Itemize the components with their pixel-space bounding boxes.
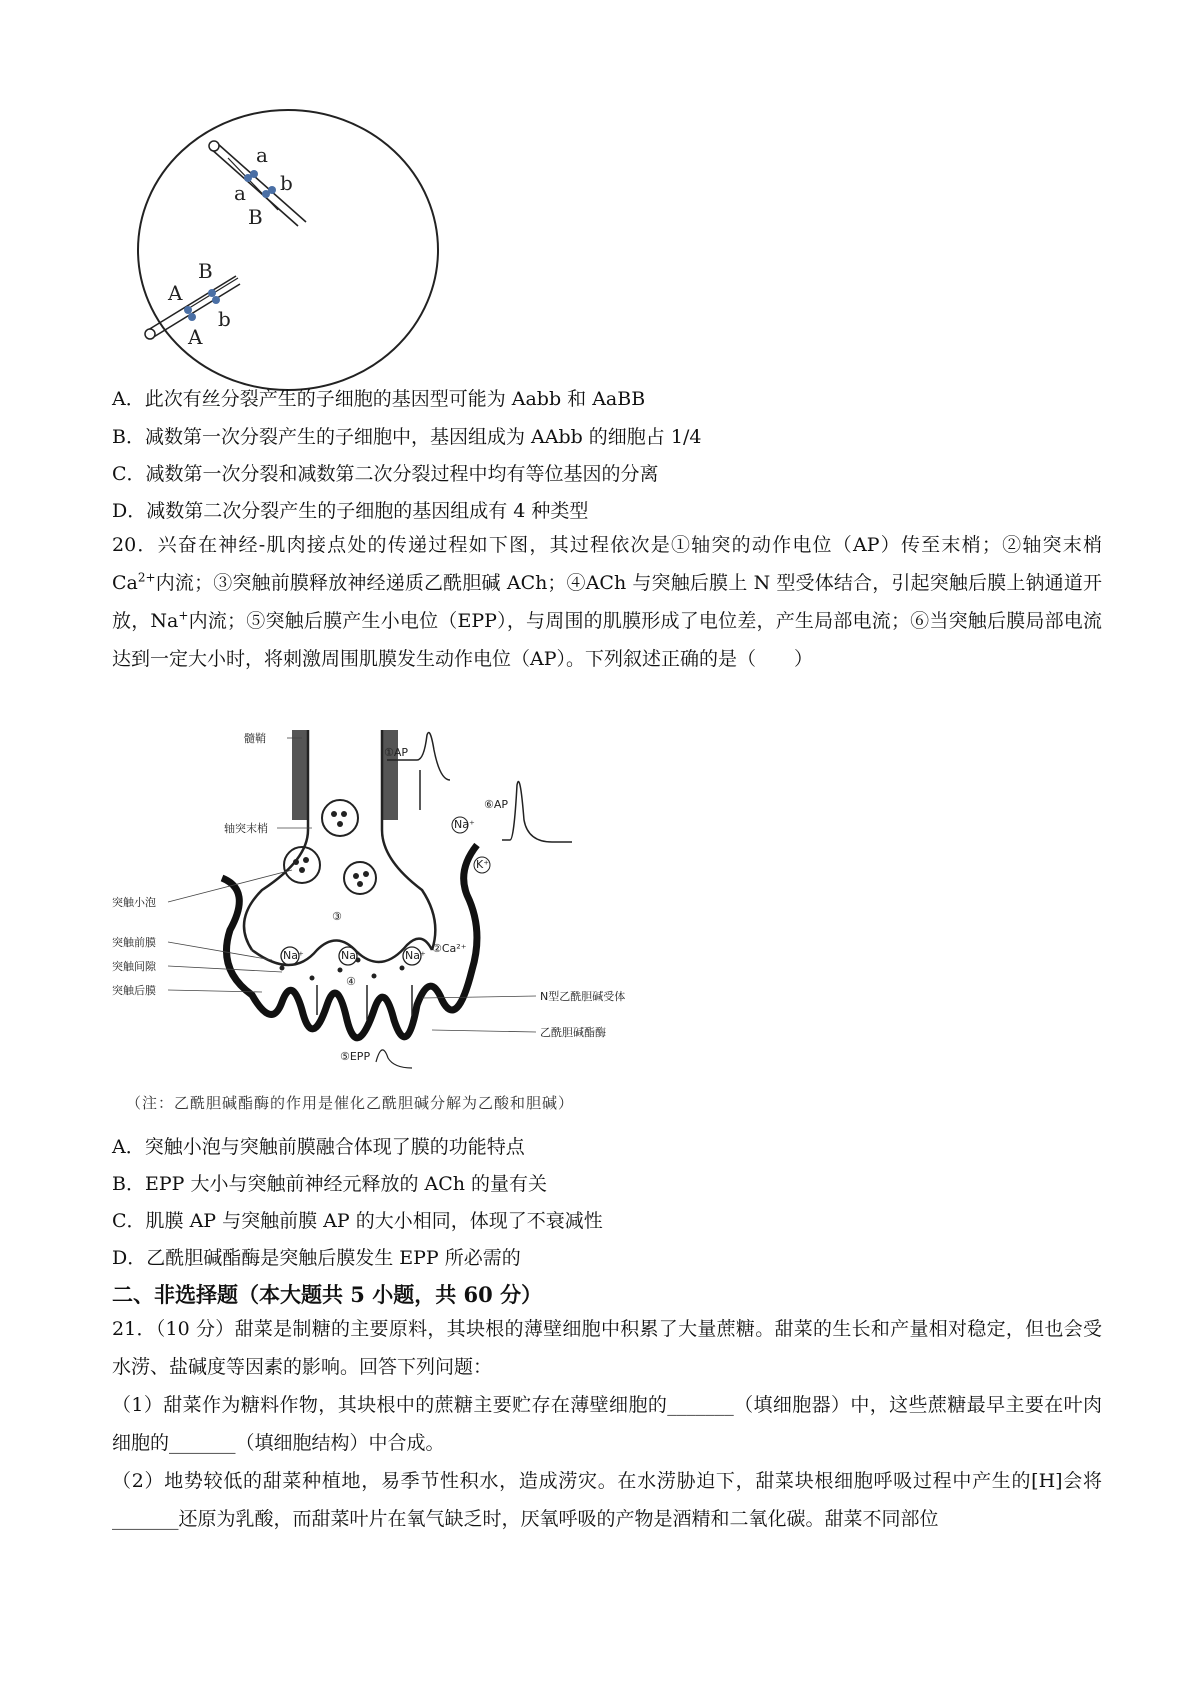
step3-label: ③ [332,910,342,923]
q19-option-d: D．减数第二次分裂产生的子细胞的基因组成有 4 种类型 [112,500,589,522]
q19-option-a: A．此次有丝分裂产生的子细胞的基因型可能为 Aabb 和 AaBB [112,388,646,410]
receptor-label: N型乙酰胆碱受体 [540,990,626,1003]
q20-option-b: B．EPP 大小与突触前神经元释放的 ACh 的量有关 [112,1173,548,1195]
axon-terminal-label: 轴突末梢 [224,822,268,835]
ap6-label: ⑥AP [484,798,509,811]
na-label: Na⁺ [283,949,304,962]
q21-sub1: （1）甜菜作为糖料作物，其块根中的蔗糖主要贮存在薄壁细胞的_______（填细胞器）中，这些蔗糖最早主要在叶肉细胞的_______（填细胞结构）中合成。 [112,1394,1102,1454]
q19-option-b: B．减数第一次分裂产生的子细胞中，基因组成为 AAbb 的细胞占 1/4 [112,426,702,448]
ca-label: ②Ca²⁺ [432,942,467,955]
gene-label: a [234,181,246,205]
myelin-label: 髓鞘 [244,732,266,745]
q20-option-d: D．乙酰胆碱酯酶是突触后膜发生 EPP 所必需的 [112,1247,521,1269]
q21-intro: 21．（10 分）甜菜是制糖的主要原料，其块根的薄壁细胞中积累了大量蔗糖。甜菜的生长和产量相对稳定，但也会受水涝、盐碱度等因素的影响。回答下列问题： [112,1318,1102,1378]
pre-membrane-label: 突触前膜 [112,936,156,949]
ap1-label: ①AP [384,746,409,759]
gene-label: b [280,171,293,195]
vesicle-label: 突触小泡 [112,896,156,909]
gene-label: B [248,205,263,229]
synapse-figure [112,730,722,1100]
gene-label: B [198,259,213,283]
q20-option-a: A．突触小泡与突触前膜融合体现了膜的功能特点 [112,1136,525,1158]
na-label: Na⁺ [341,949,362,962]
q21-sub2: （2）地势较低的甜菜种植地，易季节性积水，造成涝灾。在水涝胁迫下，甜菜块根细胞呼吸过程中产生的[H]会将_______还原为乳酸，而甜菜叶片在氧气缺乏时，厌氧呼吸的产物是酒精和二氧化碳。甜菜不同部位 [112,1470,1102,1530]
gene-label: A [168,281,183,305]
q20-stem: 20．兴奋在神经-肌肉接点处的传递过程如下图，其过程依次是①轴突的动作电位（AP）传至末梢；②轴突末梢 $Ca^{2+}$内流；③突触前膜释放神经递质乙酰胆碱 ACh；④ACh 与突触后膜上 N 型受体结合，引起突触后膜上钠通道开放，Na+内流；⑤突触后膜产生小电位（EPP），与周围的肌膜形成了电位差，产生局部电流；⑥当突触后膜局部电流达到一定大小时，将刺激周围肌膜发生动作电位（AP）。下列叙述正确的是（ ） [112,534,1103,670]
q20-option-c: C．肌膜 AP 与突触前膜 AP 的大小相同，体现了不衰减性 [112,1210,603,1232]
figure-note: （注：乙酰胆碱酯酶的作用是催化乙酰胆碱分解为乙酸和胆碱） [126,1094,575,1112]
q19-option-c: C．减数第一次分裂和减数第二次分裂过程中均有等位基因的分离 [112,463,659,485]
epp-label: ⑤EPP [340,1050,371,1063]
na-label: Na⁺ [405,949,426,962]
post-membrane-label: 突触后膜 [112,984,156,997]
gene-label: a [256,143,268,167]
section-heading: 二、非选择题（本大题共 5 小题，共 60 分） [112,1282,543,1307]
step4-label: ④ [346,975,356,988]
chromosome-figure [128,100,448,400]
k-label: K⁺ [476,858,490,871]
cleft-label: 突触间隙 [112,960,156,973]
enzyme-label: 乙酰胆碱酯酶 [540,1026,606,1039]
na-label: Na⁺ [454,818,475,831]
gene-label: b [218,307,231,331]
gene-label: A [188,325,203,349]
